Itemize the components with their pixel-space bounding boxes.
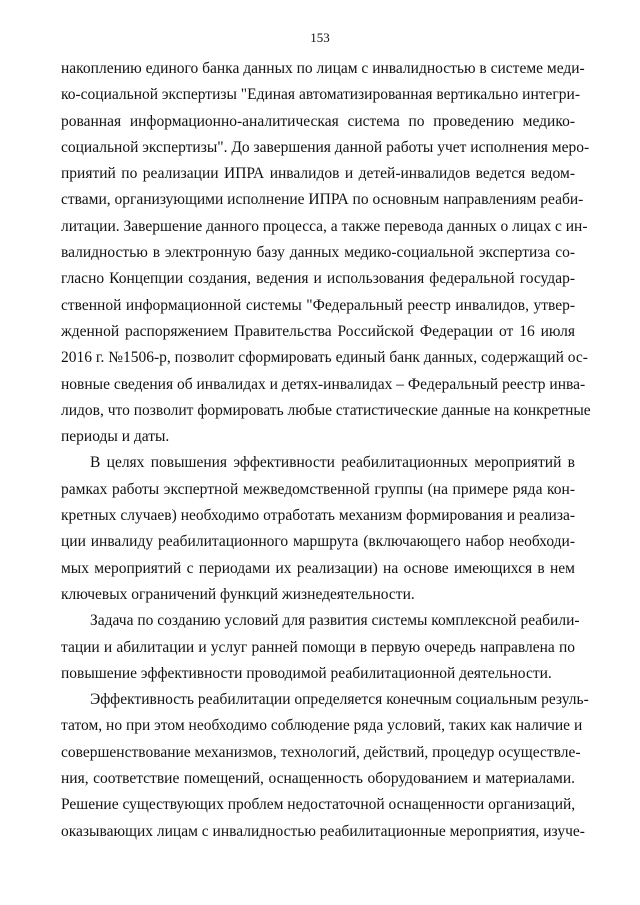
text-line: новные сведения об инвалидах и детях-инвалидах – Федеральный реестр инва- (61, 375, 586, 393)
text-line: литации. Завершение данного процесса, а также перевода данных о лицах с ин- (61, 217, 588, 235)
text-line: ции инвалиду реабилитационного маршрута (включающего набор необходи- (61, 533, 575, 551)
text-line: периоды и даты. (61, 428, 170, 446)
paragraph-1 (61, 56, 591, 450)
paragraph-4 (61, 687, 589, 845)
paragraph-2 (61, 450, 575, 608)
text-line: накоплению единого банка данных по лицам с инвалидностью в системе меди- (61, 60, 585, 77)
text-line: рованная информационно-аналитическая система по проведению медико- (61, 112, 575, 130)
text-line: ко-социальной экспертизы "Единая автоматизированная вертикально интегри- (61, 86, 580, 104)
text-line: Эффективность реабилитации определяется конечным социальным резуль- (90, 691, 589, 709)
text-line: приятий по реализации ИПРА инвалидов и детей-инвалидов ведется ведом- (61, 165, 575, 183)
text-line: повышение эффективности проводимой реабилитационной деятельности. (61, 664, 552, 682)
text-line: ключевых ограничений функций жизнедеятельности. (61, 585, 415, 603)
text-line: мых мероприятий с периодами их реализации) на основе имеющихся в нем (61, 559, 575, 577)
text-line: оказывающих лицам с инвалидностью реабилитационные мероприятия, изуче- (61, 822, 585, 840)
text-line: татом, но при этом необходимо соблюдение ряда условий, таких как наличие и (61, 717, 583, 735)
text-line: жденной распоряжением Правительства Российской Федерации от 16 июля (61, 322, 575, 340)
text-line: рамках работы экспертной межведомственной группы (на примере ряда кон- (61, 480, 575, 498)
text-line: совершенствование механизмов, технологий, действий, процедур осуществле- (61, 743, 581, 761)
text-line: социальной экспертизы". До завершения данной работы учет исполнения меро- (61, 138, 590, 156)
paragraph-3 (61, 608, 580, 687)
text-line: ствами, организующими исполнение ИПРА по основным направлениям реаби- (61, 191, 584, 209)
text-line: ственной информационной системы "Федеральный реестр инвалидов, утвер- (61, 296, 575, 314)
text-line: валидностью в электронную базу данных медико-социальной экспертиза со- (61, 244, 575, 262)
page-number: 153 (310, 30, 330, 45)
text-line: ния, соответствие помещений, оснащенность оборудованием и материалами. (61, 770, 575, 788)
text-line: кретных случаев) необходимо отработать механизм формирования и реализа- (61, 507, 575, 525)
text-line: лидов, что позволит формировать любые статистические данные на конкретные (61, 401, 591, 419)
text-line: гласно Концепции создания, ведения и использования федеральной государ- (61, 270, 575, 288)
text-line: В целях повышения эффективности реабилитационных мероприятий в (90, 454, 575, 472)
text-line: 2016 г. №1506-р, позволит сформировать единый банк данных, содержащий ос- (61, 349, 588, 367)
document-body (61, 56, 591, 845)
text-line: Решение существующих проблем недостаточной оснащенности организаций, (61, 796, 576, 814)
text-line: Задача по созданию условий для развития системы комплексной реабили- (90, 612, 580, 630)
text-line: тации и абилитации и услуг ранней помощи в первую очередь направлена по (61, 638, 575, 656)
